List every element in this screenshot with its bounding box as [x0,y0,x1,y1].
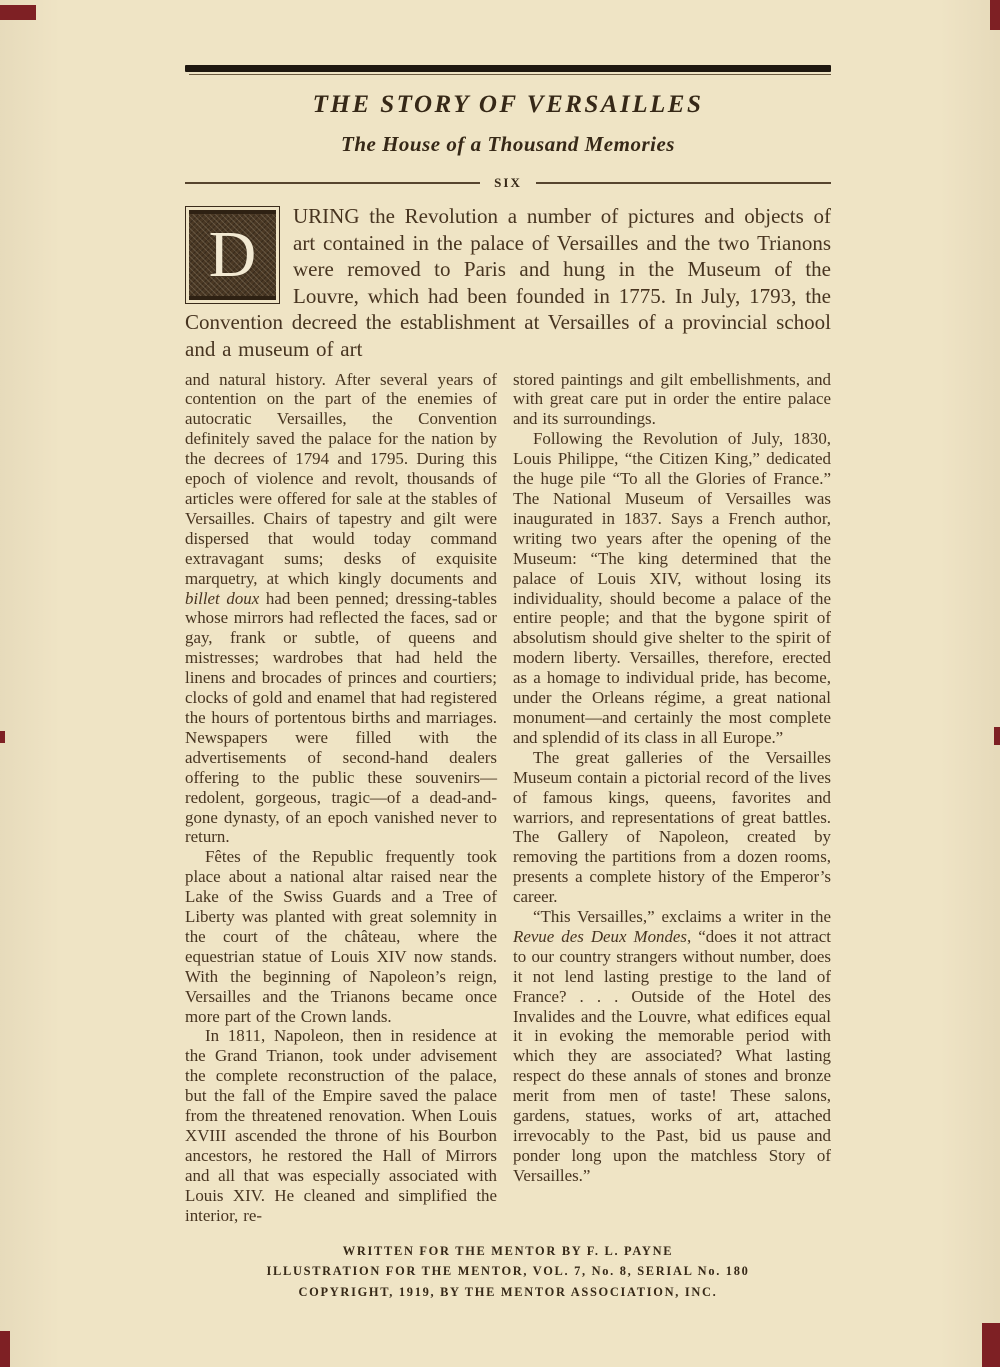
text-run: , “does it not attract to our country strangers without number, does it not lend lasting prestige to the land of France? . . . Outside of the Hotel des Invalides and the Louvre, what edifices equal it in evoking the memorable period with which they are associated? What lasting respect do these annals of stones and bronze merit from men of taste! These salons, gardens, statues, works of art, attached irrevocably to the Past, bid us pause and ponder long upon the matchless Story of Versailles.” [513,926,831,1185]
divider-line-right [536,182,831,184]
red-edge-mark-top-right [990,0,1000,30]
paragraph [513,429,831,748]
divider-line-left [185,182,480,184]
page-footer [185,1241,831,1303]
page-title: THE STORY OF VERSAILLES [312,91,704,118]
paragraph [513,907,831,1186]
text-run: The great galleries of the Versailles Museum contain a pictorial record of the lives of famous kings, queens, favorites and warriors, and representations of great battles. The Gallery of Napoleon, created by removing the partitions from a dozen rooms, presents a complete history of the Emperor’s career. [513,747,831,907]
page-content [185,65,831,1302]
text-run: In 1811, Napoleon, then in residence at the Grand Trianon, took under advisement the complete reconstruction of the palace, but the fall of the Empire saved the palace from the threatened renovation. When Louis XVIII ascended the throne of his Bourbon ancestors, he restored the Hall of Mirrors and all that was especially associated with Louis XIV. He cleaned and simplified the interior, re- [185,1026,497,1225]
top-rule-thick [185,65,831,72]
paragraph [185,847,497,1026]
paragraph [513,370,831,430]
footer-copyright-line: COPYRIGHT, 1919, BY THE MENTOR ASSOCIATION, INC. [298,1284,718,1299]
text-run: and natural history. After several years of contention on the part of the enemies of autocratic Versailles, the Convention definitely saved the palace for the nation by the decrees of 1794 and 1795. During this epoch of violence and revolt, thousands of articles were offered for sale at the stables of Versailles. Chairs of tapestry and gilt were dispersed that would today command extravagant sums; desks of exquisite marquetry, at which kingly documents and [185,369,497,588]
text-run: “This Versailles,” exclaims a writer in the [533,907,831,927]
left-column [185,370,497,1226]
paragraph [185,1026,497,1225]
text-run: Following the Revolution of July, 1830, Louis Philippe, “the Citizen King,” dedicated the huge pile “To all the Glories of France.” The National Museum of Versailles was inaugurated in 1837. Says a French author, writing two years after the opening of the Museum: “The king determined that the palace of Louis XIV, without losing its individuality, should become a palace of the entire people; and that the bygone spirit of absolutism should give shelter to the spirit of modern liberty. Versailles, therefore, erected as a homage to individual pride, has become, under the Orleans régime, a great national monument—and certainly the most complete and splendid of its class in all Europe.” [513,429,831,747]
paragraph [185,370,497,848]
footer-credit-line: WRITTEN FOR THE MENTOR BY F. L. PAYNE [342,1243,674,1258]
italic-phrase: billet doux [185,588,260,608]
section-divider [185,176,831,190]
red-edge-mark-top-left [0,5,36,20]
red-edge-mark-bottom-left [0,1331,10,1367]
drop-cap-ornament [189,210,276,300]
paragraph [513,748,831,907]
drop-cap-letter: D [208,218,257,291]
right-column [513,370,831,1226]
red-edge-mark-bottom-right [982,1323,1000,1367]
text-run: had been penned; dressing-tables whose mirrors had reflected the faces, sad or gay, frank or subtle, of queens and mistresses; wardrobes that had held the linens and brocades of princes and courtiers; clocks of gold and enamel that had registered the hours of portentous births and marriages. Newspapers were filled with the advertisements of second-hand dealers offering to the public these souvenirs—redolent, gorgeous, tragic—of a dead-and-gone dynasty, of an epoch vanished never to return. [185,588,497,847]
lead-text: URING the Revolution a number of pictures and objects of art contained in the palace of Versailles and the two Trianons were removed to Paris and hung in the Museum of the Louvre, which had been founded in 1775. In July, 1793, the Convention decreed the establishment at Versailles of a provincial school and a museum of art [185,204,831,361]
top-rule-thin [189,74,831,75]
lead-paragraph [185,203,831,363]
italic-phrase: Revue des Deux Mondes [513,926,687,946]
text-run: Fêtes of the Republic frequently took place about a national altar raised near the Lake of the Swiss Guards and a Tree of Liberty was planted with great solemnity in the court of the château, where the equestrian statue of Louis XIV now stands. With the beginning of Napoleon’s reign, Versailles and the Trianons became once more part of the Crown lands. [185,847,497,1026]
text-run: stored paintings and gilt embellishments, and with great care put in order the entire palace and its surroundings. [513,369,831,429]
footer-serial-line: ILLUSTRATION FOR THE MENTOR, VOL. 7, No. 8, SERIAL No. 180 [266,1264,750,1279]
drop-cap-box [185,206,280,304]
page-subtitle: The House of a Thousand Memories [341,132,675,156]
red-edge-mark-left [0,731,5,743]
red-edge-mark-right [994,727,1000,745]
section-number-label: SIX [494,175,522,190]
body-columns [185,370,831,1226]
